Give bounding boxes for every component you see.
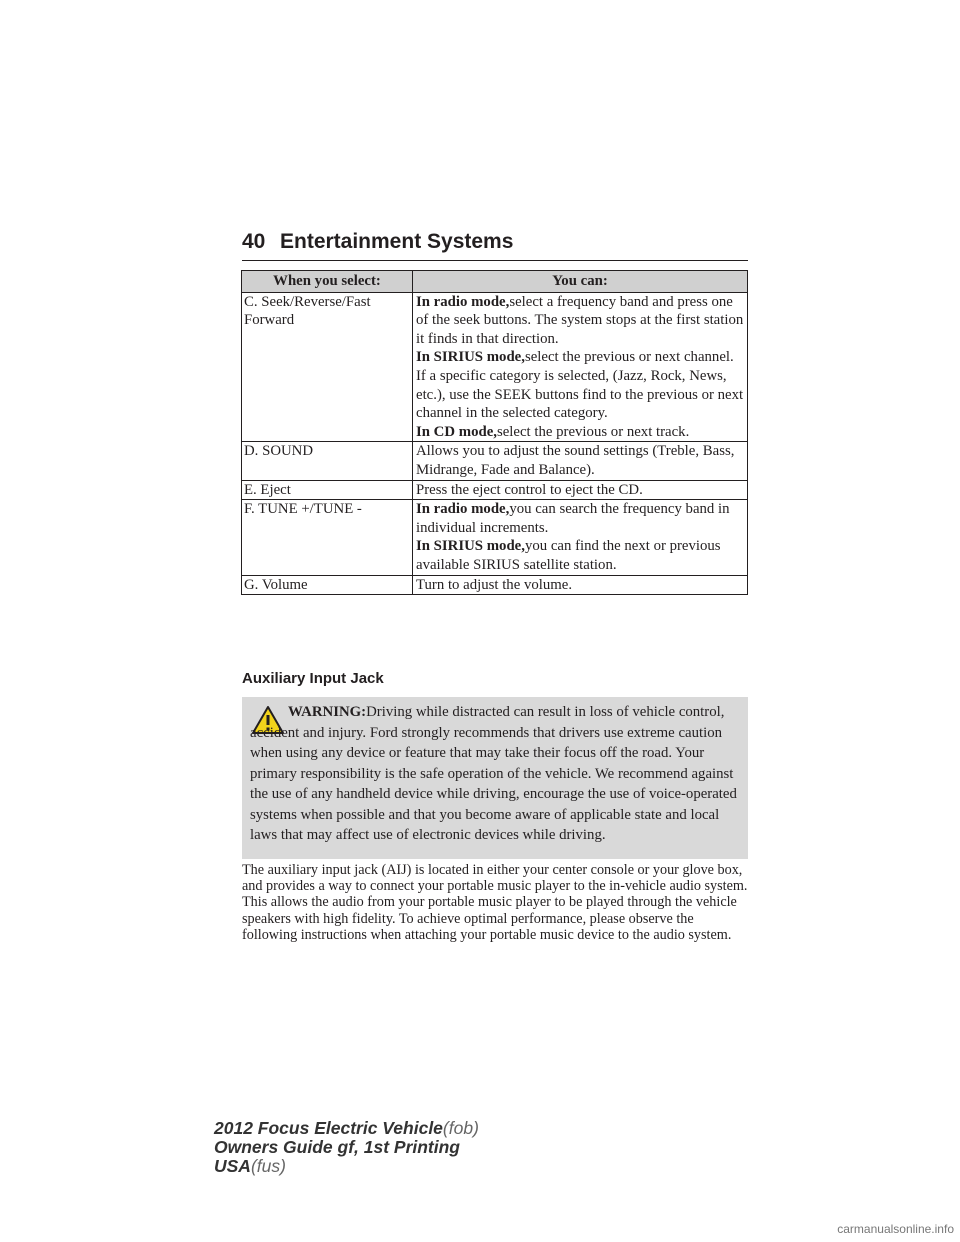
footer-model-code: (fob) bbox=[442, 1118, 479, 1138]
mode-description: Allows you to adjust the sound settings (Treble, Bass, Midrange, Fade and Balance). bbox=[416, 443, 735, 478]
mode-description: Turn to adjust the volume. bbox=[416, 576, 573, 593]
mode-description: select the previous or next track. bbox=[496, 423, 690, 440]
footer bbox=[214, 1119, 479, 1176]
cell-paragraph bbox=[416, 442, 744, 479]
cell-paragraph bbox=[416, 537, 744, 574]
you-can-cell bbox=[413, 575, 748, 595]
table-row bbox=[242, 292, 748, 442]
section-heading: Auxiliary Input Jack bbox=[242, 670, 384, 687]
mode-label: In SIRIUS mode, bbox=[416, 538, 525, 555]
mode-label: In radio mode, bbox=[416, 501, 510, 518]
mode-label: In radio mode, bbox=[416, 293, 510, 310]
table-header-row bbox=[242, 271, 748, 293]
mode-description: you can search the frequency band in individual increments. bbox=[416, 501, 730, 536]
table-row bbox=[242, 575, 748, 595]
you-can-cell bbox=[413, 442, 748, 480]
footer-region-code: (fus) bbox=[250, 1156, 286, 1176]
warning-text bbox=[242, 702, 748, 846]
mode-description: you can find the next or previous available SIRIUS satellite station. bbox=[416, 538, 721, 573]
cell-paragraph bbox=[416, 500, 744, 537]
select-cell: F. TUNE +/TUNE - bbox=[242, 500, 413, 575]
column-header-you-can: You can: bbox=[413, 271, 748, 293]
controls-table bbox=[241, 270, 748, 595]
body-paragraph: The auxiliary input jack (AIJ) is located in either your center console or your glove box, and provides a way to connect your portable music player to the in-vehicle audio system. This allows the audio from your portable music player to be played through the vehicle speakers with high fidelity. To achieve optimal performance, please observe the following instructions when attaching your portable music device to the audio system. bbox=[242, 862, 748, 943]
table-row bbox=[242, 442, 748, 480]
footer-model: 2012 Focus Electric Vehicle bbox=[214, 1118, 443, 1138]
cell-paragraph bbox=[416, 423, 744, 442]
select-cell: D. SOUND bbox=[242, 442, 413, 480]
watermark: carmanualsonline.info bbox=[837, 1222, 954, 1236]
mode-description: select a frequency band and press one of the seek buttons. The system stops at the first station it finds in that direction. bbox=[416, 293, 744, 347]
cell-paragraph bbox=[416, 348, 744, 422]
mode-description: Press the eject control to eject the CD. bbox=[416, 481, 643, 498]
you-can-cell bbox=[413, 500, 748, 575]
select-cell: C. Seek/Reverse/Fast Forward bbox=[242, 292, 413, 442]
warning-box bbox=[242, 697, 748, 859]
cell-paragraph bbox=[416, 481, 744, 500]
select-cell: G. Volume bbox=[242, 575, 413, 595]
footer-line-1 bbox=[214, 1119, 479, 1138]
cell-paragraph bbox=[416, 293, 744, 349]
you-can-cell bbox=[413, 292, 748, 442]
column-header-select: When you select: bbox=[242, 271, 413, 293]
warning-body: Driving while distracted can result in loss of vehicle control, accident and injury. Ford strongly recommends that drivers use extreme caution when using any device or feature that may take their focus off the road. Your primary responsibility is the safe operation of the vehicle. We recommend against the use of any handheld device while driving, encourage the use of voice-operated systems when possible and that you become aware of applicable state and local laws that may affect use of electronic devices while driving. bbox=[250, 704, 737, 843]
footer-line-2: Owners Guide gf, 1st Printing bbox=[214, 1137, 460, 1157]
footer-region: USA bbox=[214, 1156, 251, 1176]
warning-label: WARNING: bbox=[288, 704, 367, 720]
chapter-title: Entertainment Systems bbox=[280, 230, 514, 253]
mode-description: select the previous or next channel. If a specific category is selected, (Jazz, Rock, News, etc.), use the SEEK buttons find to the previous or next channel in the selected category. bbox=[416, 349, 744, 422]
mode-label: In SIRIUS mode, bbox=[416, 349, 525, 366]
mode-label: In CD mode, bbox=[416, 423, 497, 440]
cell-paragraph bbox=[416, 576, 744, 595]
page-number: 40 bbox=[242, 230, 266, 253]
table-row bbox=[242, 480, 748, 500]
header-rule bbox=[242, 260, 748, 261]
footer-line-3 bbox=[214, 1157, 479, 1176]
you-can-cell bbox=[413, 480, 748, 500]
select-cell: E. Eject bbox=[242, 480, 413, 500]
table-row bbox=[242, 500, 748, 575]
